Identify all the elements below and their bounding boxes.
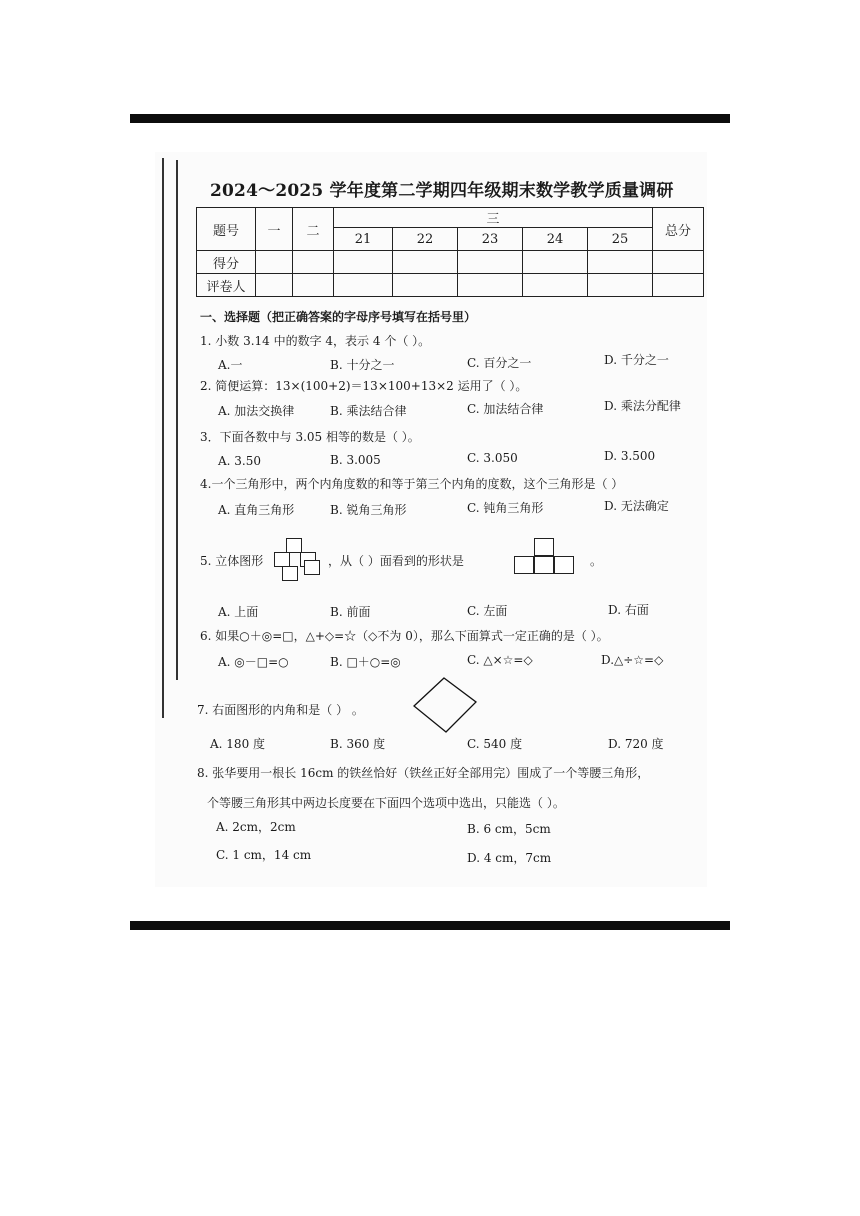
score-cell <box>256 251 293 274</box>
question-8-line2: 个等腰三角形其中两边长度要在下面四个选项中选出，只能选（ ）。 <box>207 796 565 810</box>
row-head-score: 得分 <box>197 251 256 274</box>
cube-stack-figure <box>270 538 324 582</box>
q2-option-a: A. 加法交换律 <box>218 404 295 418</box>
q6-option-a: A. ◎－□=○ <box>218 655 289 669</box>
col-22: 22 <box>393 228 458 251</box>
q2-option-b: B. 乘法结合律 <box>330 404 407 418</box>
q7-option-a: A. 180 度 <box>210 737 266 751</box>
grader-cell <box>393 274 458 297</box>
q6-option-c: C. △×☆=◇ <box>467 653 533 667</box>
score-cell <box>653 251 704 274</box>
row-head-grader: 评卷人 <box>197 274 256 297</box>
view-shape-figure <box>514 538 576 578</box>
q3-option-c: C. 3.050 <box>467 451 518 465</box>
q6-option-b: B. □＋○=◎ <box>330 655 401 669</box>
bottom-border-bar <box>130 921 730 930</box>
exam-title: 2024～2025 学年度第二学期四年级期末数学教学质量调研 <box>210 181 674 201</box>
grader-cell <box>653 274 704 297</box>
q7-option-d: D. 720 度 <box>608 737 664 751</box>
question-3-stem: 3．下面各数中与 3.05 相等的数是（ ）。 <box>200 430 420 444</box>
grader-cell <box>293 274 334 297</box>
col-section-2: 二 <box>293 208 334 251</box>
q8-option-b: B. 6 cm，5cm <box>467 822 551 836</box>
q1-option-c: C. 百分之一 <box>467 356 532 370</box>
q4-option-c: C. 钝角三角形 <box>467 501 544 515</box>
question-4-stem: 4.一个三角形中，两个内角度数的和等于第三个内角的度数，这个三角形是（ ） <box>200 477 624 491</box>
q4-option-b: B. 锐角三角形 <box>330 503 407 517</box>
binding-line-left <box>162 158 164 718</box>
col-23: 23 <box>458 228 523 251</box>
col-total: 总分 <box>653 208 704 251</box>
grader-cell <box>334 274 393 297</box>
question-5-stem-c: 。 <box>590 554 603 568</box>
q2-option-d: D. 乘法分配律 <box>604 399 681 413</box>
q3-option-a: A. 3.50 <box>218 454 262 468</box>
quadrilateral-figure <box>410 676 480 736</box>
question-5-stem-b: ，从（ ）面看到的形状是 <box>328 554 464 568</box>
q6-option-d: D.△÷☆=◇ <box>601 653 664 667</box>
grader-cell <box>458 274 523 297</box>
question-8-line1: 8. 张华要用一根长 16cm 的铁丝恰好（铁丝正好全部用完）围成了一个等腰三角形， <box>197 766 650 780</box>
binding-line-right <box>176 160 178 680</box>
q8-option-d: D. 4 cm，7cm <box>467 851 552 865</box>
q5-option-d: D. 右面 <box>608 603 649 617</box>
grader-cell <box>256 274 293 297</box>
grader-row <box>197 274 704 297</box>
q7-option-c: C. 540 度 <box>467 737 523 751</box>
score-cell <box>458 251 523 274</box>
score-table <box>196 207 704 297</box>
question-2-stem: 2. 简便运算：13×(100+2)＝13×100+13×2 运用了（ ）。 <box>200 379 528 393</box>
score-cell <box>393 251 458 274</box>
q4-option-d: D. 无法确定 <box>604 499 669 513</box>
q4-option-a: A. 直角三角形 <box>218 503 295 517</box>
q1-option-b: B. 十分之一 <box>330 358 395 372</box>
section-header: 一、选择题（把正确答案的字母序号填写在括号里） <box>200 310 477 324</box>
score-cell <box>523 251 588 274</box>
q5-option-c: C. 左面 <box>467 604 508 618</box>
q5-option-a: A. 上面 <box>218 605 259 619</box>
col-section-1: 一 <box>256 208 293 251</box>
q5-option-b: B. 前面 <box>330 605 371 619</box>
question-7-stem: 7. 右面图形的内角和是（ ） 。 <box>197 703 364 717</box>
col-25: 25 <box>588 228 653 251</box>
q2-option-c: C. 加法结合律 <box>467 402 544 416</box>
score-cell <box>293 251 334 274</box>
q7-option-b: B. 360 度 <box>330 737 386 751</box>
q8-option-c: C. 1 cm，14 cm <box>216 848 312 862</box>
q3-option-b: B. 3.005 <box>330 453 381 467</box>
q1-option-a: A.一 <box>218 358 243 372</box>
score-cell <box>334 251 393 274</box>
score-cell <box>588 251 653 274</box>
col-section-3: 三 <box>334 208 653 228</box>
row-head-question-no: 题号 <box>197 208 256 251</box>
top-border-bar <box>130 114 730 123</box>
question-1-stem: 1. 小数 3.14 中的数字 4，表示 4 个（ ）。 <box>200 334 431 348</box>
grader-cell <box>523 274 588 297</box>
grader-cell <box>588 274 653 297</box>
question-6-stem: 6. 如果○＋◎=□，△+◇=☆（◇不为 0），那么下面算式一定正确的是（ ）。 <box>200 629 609 643</box>
q1-option-d: D. 千分之一 <box>604 353 669 367</box>
q8-option-a: A. 2cm，2cm <box>216 820 296 834</box>
question-5-stem-a: 5. 立体图形 <box>200 554 264 568</box>
col-21: 21 <box>334 228 393 251</box>
score-row <box>197 251 704 274</box>
col-24: 24 <box>523 228 588 251</box>
q3-option-d: D. 3.500 <box>604 449 656 463</box>
